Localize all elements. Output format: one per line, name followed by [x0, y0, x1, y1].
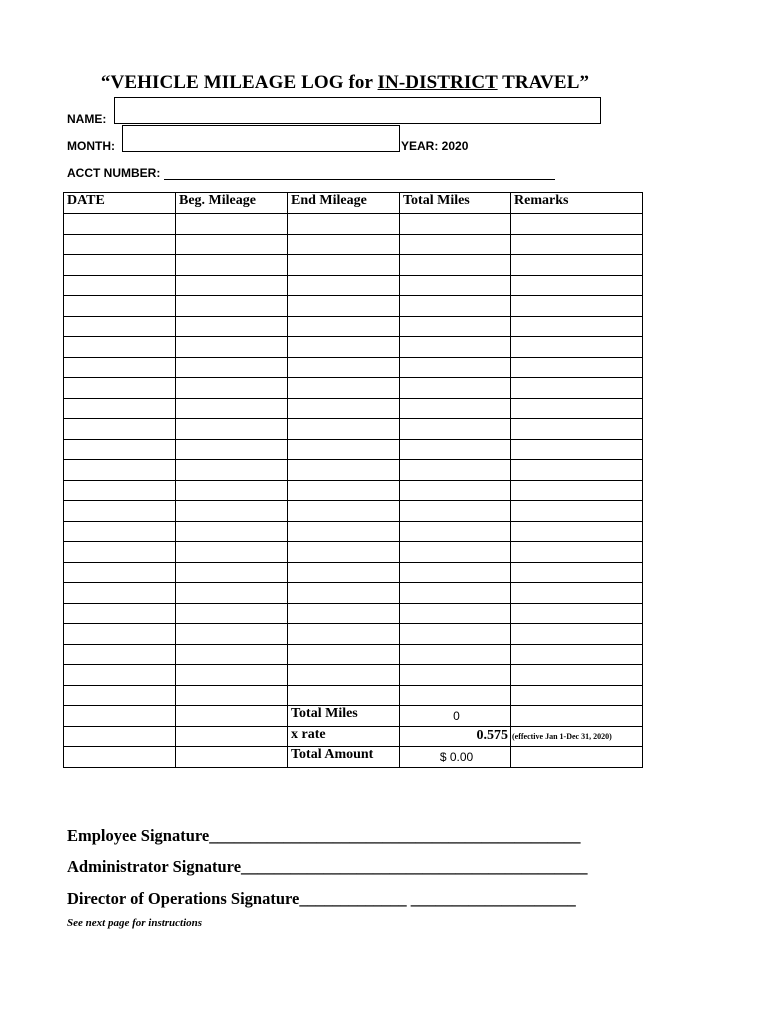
summary-total-miles-row	[64, 706, 643, 727]
total-miles-cell[interactable]	[400, 460, 511, 481]
remarks-cell[interactable]	[511, 583, 643, 604]
header-total-miles: Total Miles	[400, 193, 511, 214]
header-end-mileage: End Mileage	[288, 193, 400, 214]
date-cell[interactable]	[64, 624, 176, 645]
header-beg-mileage: Beg. Mileage	[176, 193, 288, 214]
beg-mileage-cell[interactable]	[176, 624, 288, 645]
total-miles-cell[interactable]	[400, 378, 511, 399]
rate-value: 0.575	[400, 726, 511, 747]
remarks-cell[interactable]	[511, 214, 643, 235]
remarks-cell[interactable]	[511, 685, 643, 706]
log-row	[64, 562, 643, 583]
end-mileage-cell[interactable]	[288, 562, 400, 583]
date-cell[interactable]	[64, 275, 176, 296]
date-cell[interactable]	[64, 316, 176, 337]
beg-mileage-cell[interactable]	[176, 296, 288, 317]
total-miles-cell[interactable]	[400, 542, 511, 563]
year-label: YEAR: 2020	[401, 139, 469, 153]
date-cell[interactable]	[64, 603, 176, 624]
remarks-cell[interactable]	[511, 357, 643, 378]
remarks-cell[interactable]	[511, 255, 643, 276]
date-cell[interactable]	[64, 419, 176, 440]
log-row	[64, 583, 643, 604]
acct-number-label: ACCT NUMBER:	[67, 166, 161, 180]
total-miles-cell[interactable]	[400, 316, 511, 337]
end-mileage-cell[interactable]	[288, 234, 400, 255]
beg-mileage-cell[interactable]	[176, 275, 288, 296]
director-signature-line[interactable]: Director of Operations Signature_____________ ____________________	[67, 889, 576, 908]
log-row	[64, 685, 643, 706]
beg-mileage-cell[interactable]	[176, 603, 288, 624]
beg-mileage-cell[interactable]	[176, 726, 288, 747]
beg-mileage-cell[interactable]	[176, 706, 288, 727]
beg-mileage-cell[interactable]	[176, 685, 288, 706]
beg-mileage-cell[interactable]	[176, 337, 288, 358]
beg-mileage-cell[interactable]	[176, 398, 288, 419]
end-mileage-cell[interactable]	[288, 296, 400, 317]
remarks-cell[interactable]	[511, 460, 643, 481]
end-mileage-cell[interactable]	[288, 685, 400, 706]
month-label: MONTH:	[67, 139, 115, 153]
remarks-cell[interactable]	[511, 501, 643, 522]
total-miles-cell[interactable]	[400, 439, 511, 460]
date-cell[interactable]	[64, 234, 176, 255]
month-field[interactable]	[122, 125, 400, 152]
header-remarks: Remarks	[511, 193, 643, 214]
date-cell[interactable]	[64, 521, 176, 542]
beg-mileage-cell[interactable]	[176, 480, 288, 501]
summary-total-amount-row	[64, 747, 643, 768]
end-mileage-cell[interactable]	[288, 337, 400, 358]
end-mileage-cell[interactable]	[288, 275, 400, 296]
log-row	[64, 378, 643, 399]
date-cell[interactable]	[64, 480, 176, 501]
date-cell[interactable]	[64, 583, 176, 604]
beg-mileage-cell[interactable]	[176, 357, 288, 378]
beg-mileage-cell[interactable]	[176, 419, 288, 440]
remarks-cell[interactable]	[511, 439, 643, 460]
beg-mileage-cell[interactable]	[176, 665, 288, 686]
footer-instructions-note: See next page for instructions	[67, 917, 203, 929]
remarks-cell[interactable]	[511, 480, 643, 501]
log-row	[64, 234, 643, 255]
summary-rate-row	[64, 726, 643, 747]
log-row	[64, 398, 643, 419]
end-mileage-cell[interactable]	[288, 501, 400, 522]
date-cell[interactable]	[64, 562, 176, 583]
date-cell[interactable]	[64, 378, 176, 399]
table-header-row	[64, 193, 643, 214]
end-mileage-cell[interactable]	[288, 583, 400, 604]
remarks-cell[interactable]	[511, 542, 643, 563]
end-mileage-cell[interactable]	[288, 439, 400, 460]
date-cell[interactable]	[64, 542, 176, 563]
log-row	[64, 214, 643, 235]
total-miles-label: Total Miles	[288, 706, 400, 727]
beg-mileage-cell[interactable]	[176, 214, 288, 235]
remarks-cell[interactable]	[511, 665, 643, 686]
beg-mileage-cell[interactable]	[176, 562, 288, 583]
administrator-signature-line[interactable]: Administrator Signature__________________________________________	[67, 857, 588, 876]
end-mileage-cell[interactable]	[288, 378, 400, 399]
employee-signature-line[interactable]: Employee Signature_____________________________________________	[67, 826, 581, 845]
beg-mileage-cell[interactable]	[176, 501, 288, 522]
total-miles-cell[interactable]	[400, 603, 511, 624]
date-cell[interactable]	[64, 706, 176, 727]
end-mileage-cell[interactable]	[288, 357, 400, 378]
remarks-cell[interactable]	[511, 398, 643, 419]
total-miles-cell[interactable]	[400, 255, 511, 276]
header-date: DATE	[64, 193, 176, 214]
end-mileage-cell[interactable]	[288, 603, 400, 624]
log-row	[64, 316, 643, 337]
date-cell[interactable]	[64, 357, 176, 378]
name-label: NAME:	[67, 112, 107, 126]
log-row	[64, 460, 643, 481]
date-cell[interactable]	[64, 296, 176, 317]
remarks-cell[interactable]	[511, 603, 643, 624]
log-row	[64, 501, 643, 522]
beg-mileage-cell[interactable]	[176, 542, 288, 563]
remarks-cell[interactable]	[511, 747, 643, 768]
total-miles-cell[interactable]	[400, 521, 511, 542]
end-mileage-cell[interactable]	[288, 542, 400, 563]
end-mileage-cell[interactable]	[288, 398, 400, 419]
log-row	[64, 542, 643, 563]
end-mileage-cell[interactable]	[288, 644, 400, 665]
end-mileage-cell[interactable]	[288, 521, 400, 542]
total-miles-cell[interactable]	[400, 583, 511, 604]
total-miles-cell[interactable]	[400, 644, 511, 665]
log-row	[64, 296, 643, 317]
total-miles-cell[interactable]	[400, 480, 511, 501]
log-row	[64, 480, 643, 501]
total-miles-value: 0	[400, 706, 511, 727]
total-miles-cell[interactable]	[400, 398, 511, 419]
rate-label: x rate	[288, 726, 400, 747]
name-field[interactable]	[114, 97, 601, 124]
total-miles-cell[interactable]	[400, 562, 511, 583]
end-mileage-cell[interactable]	[288, 665, 400, 686]
log-row	[64, 357, 643, 378]
beg-mileage-cell[interactable]	[176, 521, 288, 542]
end-mileage-cell[interactable]	[288, 214, 400, 235]
total-miles-cell[interactable]	[400, 685, 511, 706]
acct-number-field[interactable]	[164, 179, 555, 180]
title-underlined-text: IN-DISTRICT	[377, 72, 498, 93]
form-title: “VEHICLE MILEAGE LOG for IN-DISTRICT TRAVEL”	[100, 72, 590, 93]
total-miles-cell[interactable]	[400, 357, 511, 378]
beg-mileage-cell[interactable]	[176, 255, 288, 276]
log-row	[64, 275, 643, 296]
remarks-cell[interactable]	[511, 337, 643, 358]
mileage-log-table	[63, 192, 643, 768]
log-row	[64, 439, 643, 460]
remarks-cell[interactable]	[511, 316, 643, 337]
log-row	[64, 603, 643, 624]
date-cell[interactable]	[64, 255, 176, 276]
total-miles-cell[interactable]	[400, 234, 511, 255]
beg-mileage-cell[interactable]	[176, 583, 288, 604]
beg-mileage-cell[interactable]	[176, 747, 288, 768]
remarks-cell[interactable]	[511, 644, 643, 665]
date-cell[interactable]	[64, 501, 176, 522]
remarks-cell[interactable]	[511, 275, 643, 296]
rate-note: (effective Jan 1-Dec 31, 2020)	[511, 726, 643, 747]
date-cell[interactable]	[64, 460, 176, 481]
end-mileage-cell[interactable]	[288, 255, 400, 276]
log-row	[64, 337, 643, 358]
beg-mileage-cell[interactable]	[176, 378, 288, 399]
remarks-cell[interactable]	[511, 521, 643, 542]
remarks-cell[interactable]	[511, 562, 643, 583]
beg-mileage-cell[interactable]	[176, 234, 288, 255]
date-cell[interactable]	[64, 747, 176, 768]
log-row	[64, 255, 643, 276]
end-mileage-cell[interactable]	[288, 316, 400, 337]
total-amount-value: $ 0.00	[400, 747, 511, 768]
total-amount-label: Total Amount	[288, 747, 400, 768]
end-mileage-cell[interactable]	[288, 460, 400, 481]
remarks-cell[interactable]	[511, 296, 643, 317]
end-mileage-cell[interactable]	[288, 624, 400, 645]
date-cell[interactable]	[64, 665, 176, 686]
total-miles-cell[interactable]	[400, 296, 511, 317]
total-miles-cell[interactable]	[400, 419, 511, 440]
log-row	[64, 644, 643, 665]
date-cell[interactable]	[64, 337, 176, 358]
beg-mileage-cell[interactable]	[176, 316, 288, 337]
remarks-cell[interactable]	[511, 234, 643, 255]
date-cell[interactable]	[64, 439, 176, 460]
end-mileage-cell[interactable]	[288, 480, 400, 501]
date-cell[interactable]	[64, 644, 176, 665]
remarks-cell[interactable]	[511, 378, 643, 399]
beg-mileage-cell[interactable]	[176, 644, 288, 665]
total-miles-cell[interactable]	[400, 624, 511, 645]
beg-mileage-cell[interactable]	[176, 460, 288, 481]
total-miles-cell[interactable]	[400, 337, 511, 358]
total-miles-cell[interactable]	[400, 275, 511, 296]
date-cell[interactable]	[64, 685, 176, 706]
log-row	[64, 624, 643, 645]
beg-mileage-cell[interactable]	[176, 439, 288, 460]
date-cell[interactable]	[64, 398, 176, 419]
total-miles-cell[interactable]	[400, 214, 511, 235]
remarks-cell[interactable]	[511, 419, 643, 440]
remarks-cell[interactable]	[511, 624, 643, 645]
date-cell[interactable]	[64, 214, 176, 235]
log-row	[64, 521, 643, 542]
log-row	[64, 665, 643, 686]
end-mileage-cell[interactable]	[288, 419, 400, 440]
total-miles-cell[interactable]	[400, 501, 511, 522]
remarks-cell[interactable]	[511, 706, 643, 727]
date-cell[interactable]	[64, 726, 176, 747]
log-row	[64, 419, 643, 440]
total-miles-cell[interactable]	[400, 665, 511, 686]
